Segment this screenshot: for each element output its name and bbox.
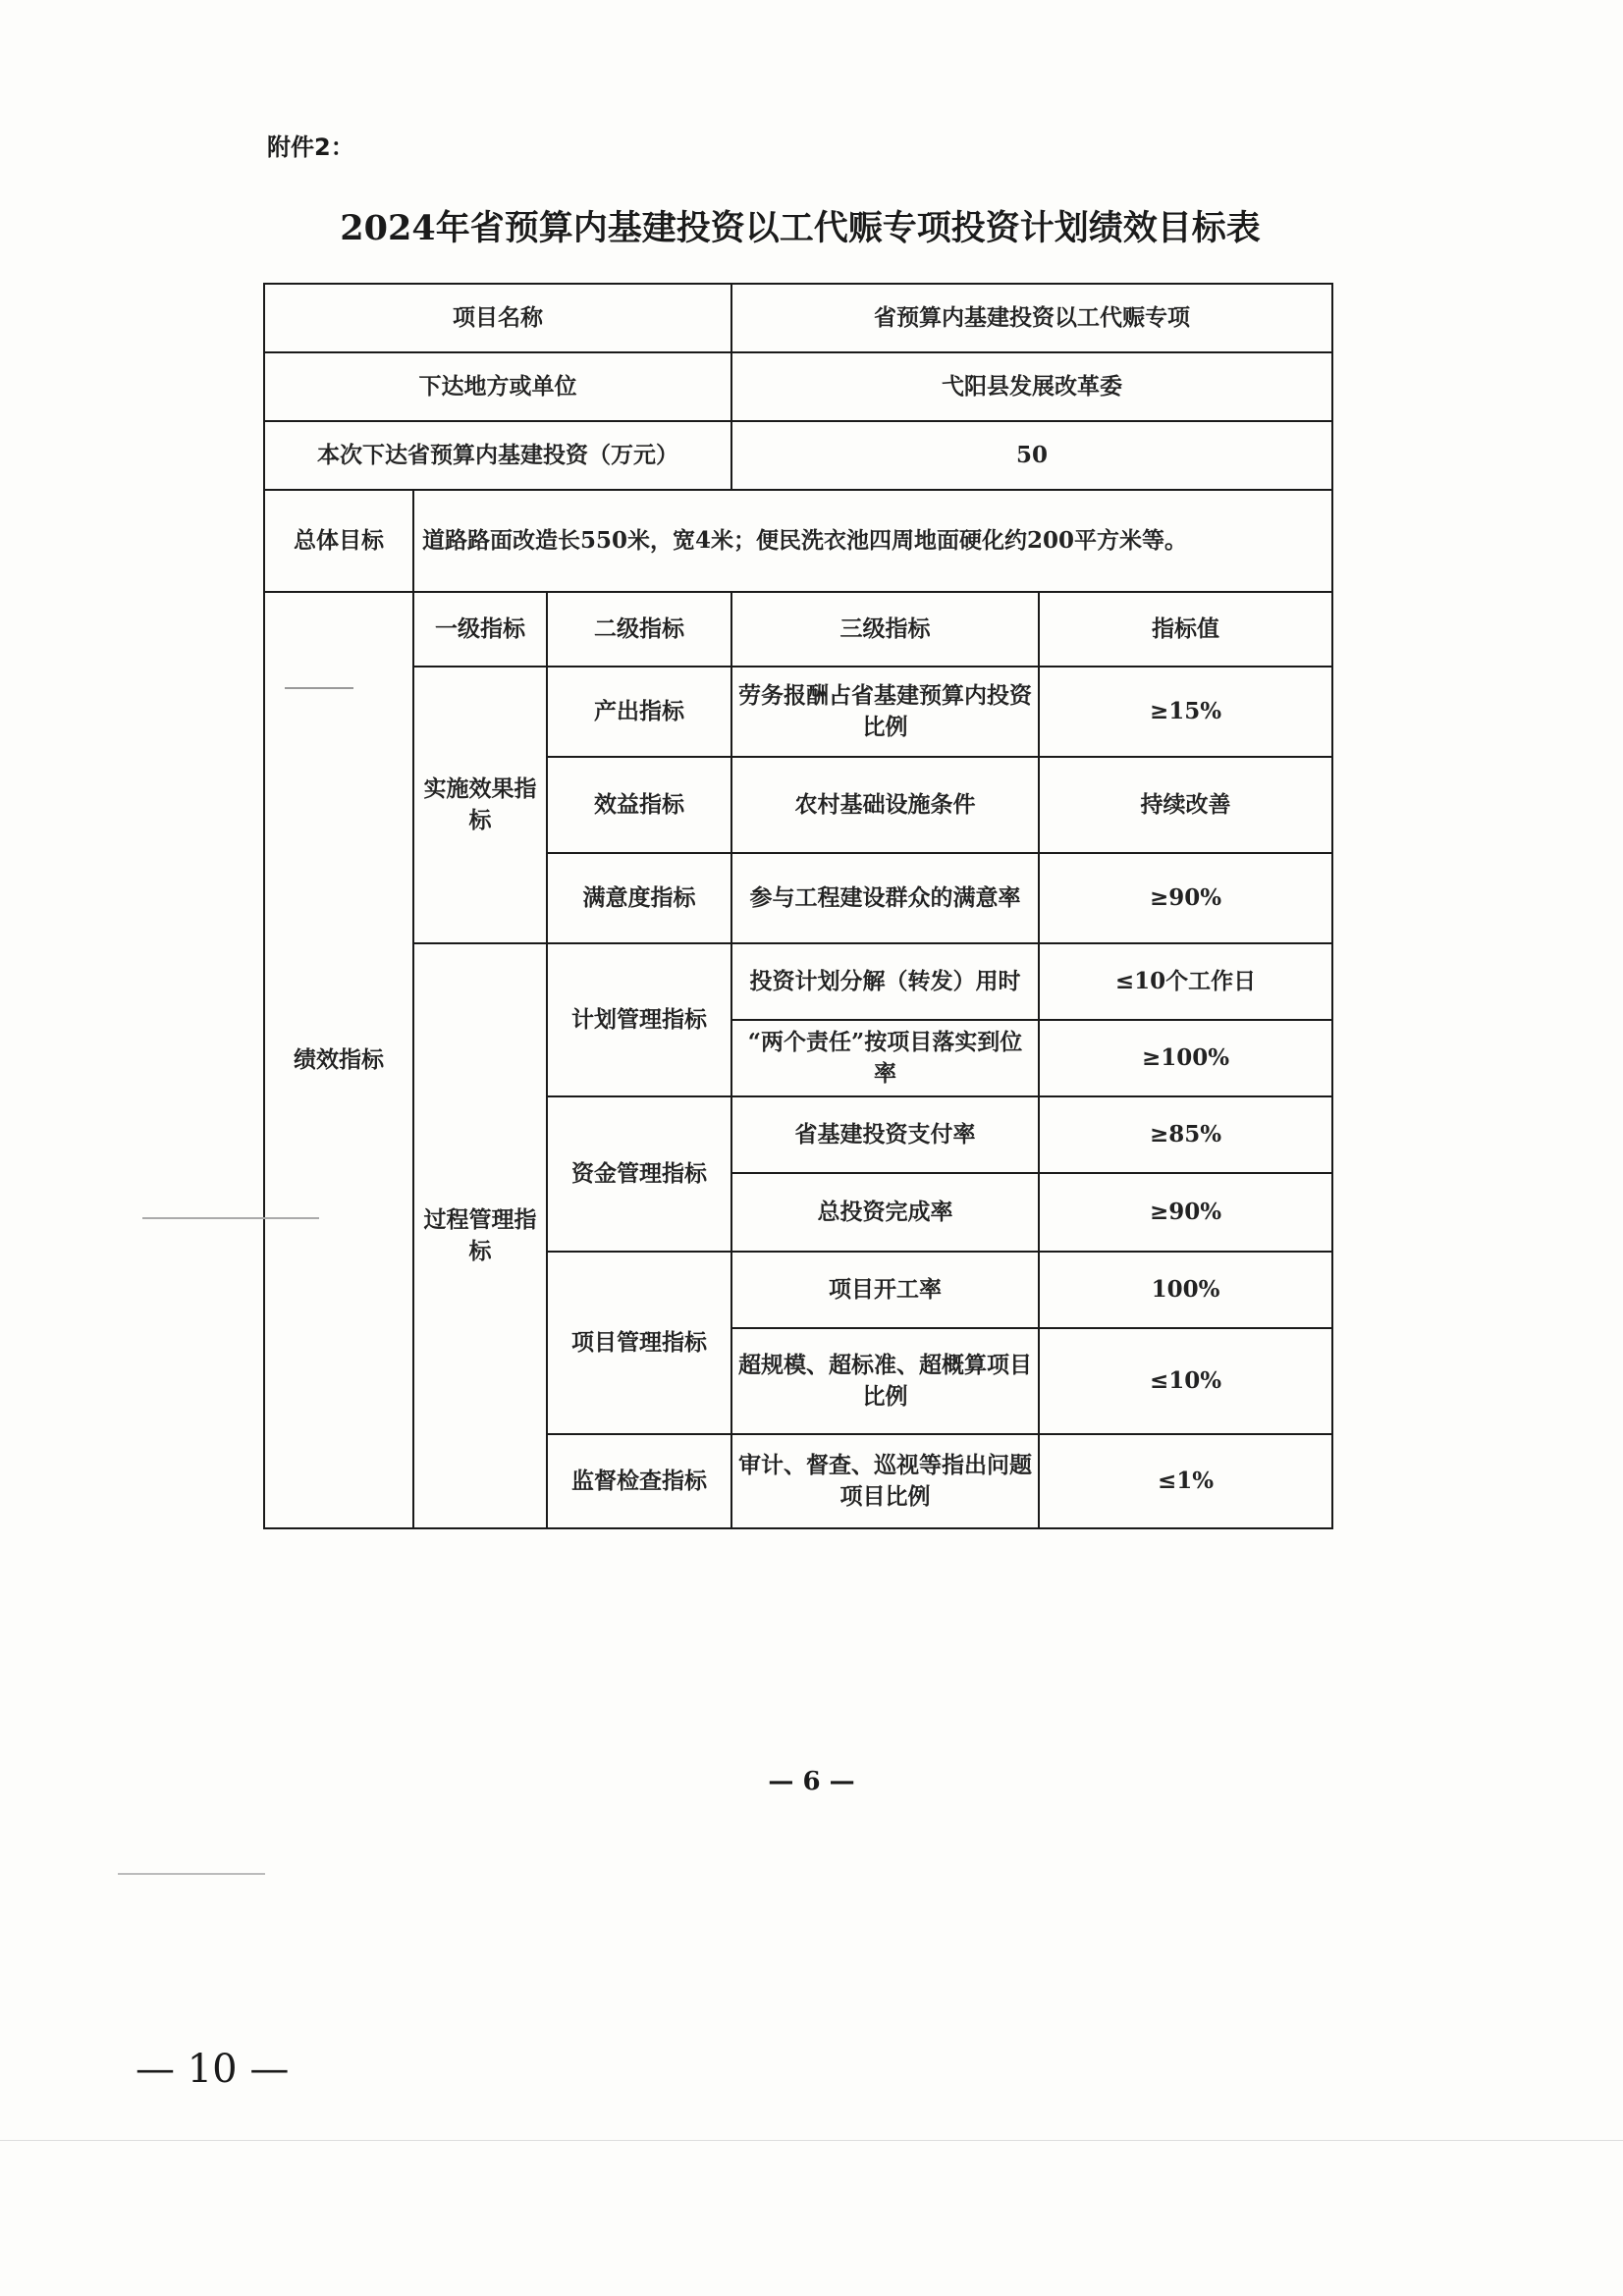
overall-goal-value: 道路路面改造长550米，宽4米；便民洗衣池四周地面硬化约200平方米等。 [413, 490, 1332, 592]
table-row [264, 943, 1332, 1020]
scan-mark [118, 1873, 265, 1875]
page-edge [0, 2140, 1623, 2141]
level2-cell: 项目管理指标 [547, 1252, 731, 1434]
level2-cell: 效益指标 [547, 757, 731, 853]
project-name-value: 省预算内基建投资以工代赈专项 [731, 284, 1332, 352]
level3-cell: 省基建投资支付率 [731, 1096, 1039, 1173]
level2-cell: 满意度指标 [547, 853, 731, 943]
level1-cell: 过程管理指标 [413, 943, 547, 1528]
level3-cell: 审计、督查、巡视等指出问题项目比例 [731, 1434, 1039, 1528]
value-cell: ≥85% [1039, 1096, 1332, 1173]
level2-cell: 产出指标 [547, 667, 731, 757]
value-cell: ≥90% [1039, 1173, 1332, 1252]
value-cell: 持续改善 [1039, 757, 1332, 853]
value-cell: ≥90% [1039, 853, 1332, 943]
value-cell: ≥100% [1039, 1020, 1332, 1096]
investment-label: 本次下达省预算内基建投资（万元） [264, 421, 731, 490]
value-cell: ≤10个工作日 [1039, 943, 1332, 1020]
value-cell: 100% [1039, 1252, 1332, 1328]
attachment-label: 附件2： [267, 133, 354, 161]
document-title: 2024年省预算内基建投资以工代赈专项投资计划绩效目标表 [340, 208, 1261, 248]
header-level1: 一级指标 [413, 592, 547, 667]
level3-cell: 劳务报酬占省基建预算内投资比例 [731, 667, 1039, 757]
investment-value: 50 [731, 421, 1332, 490]
header-value: 指标值 [1039, 592, 1332, 667]
header-level3: 三级指标 [731, 592, 1039, 667]
level2-cell: 资金管理指标 [547, 1096, 731, 1252]
level3-cell: 项目开工率 [731, 1252, 1039, 1328]
unit-label: 下达地方或单位 [264, 352, 731, 421]
unit-value: 弋阳县发展改革委 [731, 352, 1332, 421]
project-name-label: 项目名称 [264, 284, 731, 352]
header-level2: 二级指标 [547, 592, 731, 667]
level3-cell: “两个责任”按项目落实到位率 [731, 1020, 1039, 1096]
level2-cell: 计划管理指标 [547, 943, 731, 1096]
value-cell: ≤10% [1039, 1328, 1332, 1434]
inner-page-number: — 6 — [768, 1767, 855, 1796]
performance-table [263, 283, 1333, 1529]
overall-goal-label: 总体目标 [264, 490, 413, 592]
performance-label: 绩效指标 [264, 592, 413, 1528]
scan-mark [285, 687, 353, 689]
level1-cell: 实施效果指标 [413, 667, 547, 943]
table-row [264, 667, 1332, 757]
scan-mark [142, 1217, 319, 1219]
level3-cell: 农村基础设施条件 [731, 757, 1039, 853]
value-cell: ≤1% [1039, 1434, 1332, 1528]
value-cell: ≥15% [1039, 667, 1332, 757]
level3-cell: 参与工程建设群众的满意率 [731, 853, 1039, 943]
level2-cell: 监督检查指标 [547, 1434, 731, 1528]
level3-cell: 超规模、超标准、超概算项目比例 [731, 1328, 1039, 1434]
level3-cell: 总投资完成率 [731, 1173, 1039, 1252]
outer-page-number: — 10 — [135, 2047, 290, 2092]
level3-cell: 投资计划分解（转发）用时 [731, 943, 1039, 1020]
